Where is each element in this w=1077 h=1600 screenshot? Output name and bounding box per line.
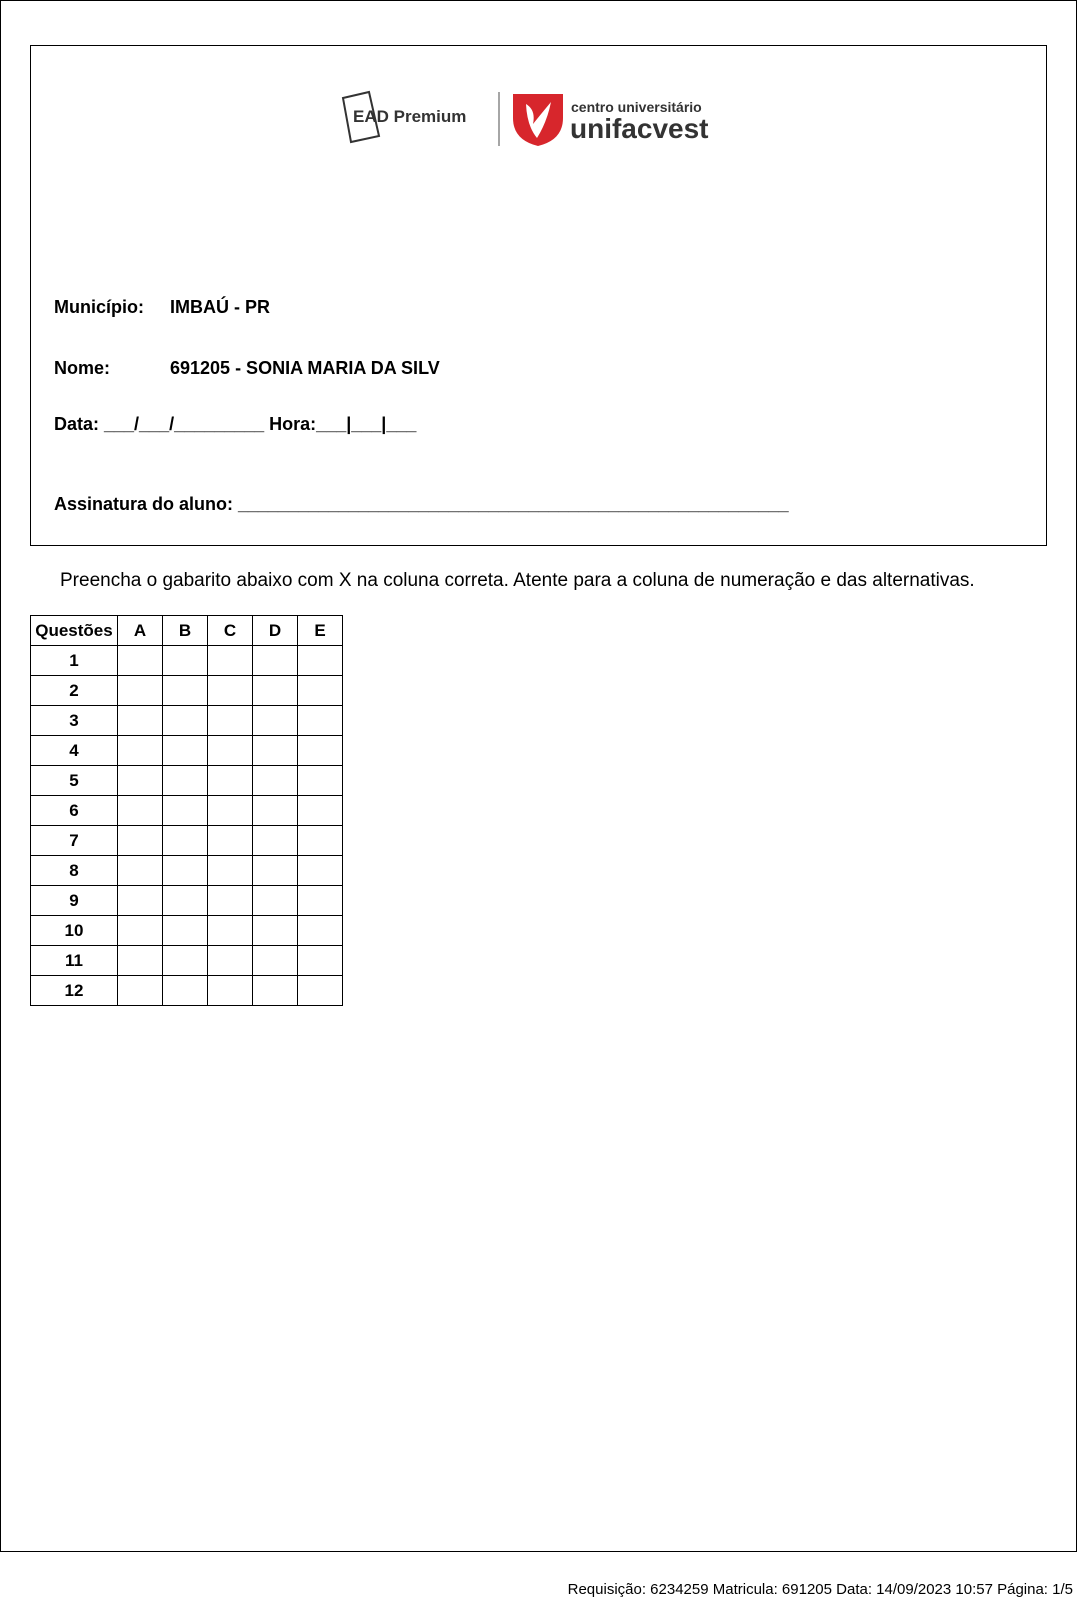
answer-cell-d[interactable] <box>253 916 298 946</box>
instruction-text: Preencha o gabarito abaixo com X na coluna correta. Atente para a coluna de numeração e das alternativas. <box>60 570 975 591</box>
answer-row <box>31 856 343 886</box>
answer-cell-e[interactable] <box>298 766 343 796</box>
answer-cell-d[interactable] <box>253 736 298 766</box>
answer-cell-c[interactable] <box>208 706 253 736</box>
answer-cell-a[interactable] <box>118 646 163 676</box>
answer-cell-c[interactable] <box>208 976 253 1006</box>
answer-cell-b[interactable] <box>163 676 208 706</box>
answer-cell-c[interactable] <box>208 736 253 766</box>
answer-cell-d[interactable] <box>253 796 298 826</box>
answer-cell-e[interactable] <box>298 886 343 916</box>
nome-label: Nome: <box>54 358 111 378</box>
header-questoes: Questões <box>31 616 118 646</box>
answer-cell-b[interactable] <box>163 946 208 976</box>
question-number: 8 <box>31 856 118 886</box>
answer-cell-d[interactable] <box>253 946 298 976</box>
answer-cell-e[interactable] <box>298 706 343 736</box>
question-number: 5 <box>31 766 118 796</box>
answer-cell-d[interactable] <box>253 886 298 916</box>
answer-cell-e[interactable] <box>298 736 343 766</box>
header-e: E <box>298 616 343 646</box>
answer-cell-a[interactable] <box>118 916 163 946</box>
answer-row <box>31 916 343 946</box>
answer-cell-a[interactable] <box>118 856 163 886</box>
answer-row <box>31 706 343 736</box>
answer-cell-c[interactable] <box>208 796 253 826</box>
answer-cell-e[interactable] <box>298 916 343 946</box>
answer-cell-c[interactable] <box>208 946 253 976</box>
answer-grid <box>30 615 343 1006</box>
header-d: D <box>253 616 298 646</box>
answer-cell-a[interactable] <box>118 706 163 736</box>
answer-row <box>31 676 343 706</box>
answer-cell-d[interactable] <box>253 706 298 736</box>
header-box <box>30 45 1047 546</box>
answer-cell-b[interactable] <box>163 796 208 826</box>
answer-row <box>31 946 343 976</box>
answer-cell-e[interactable] <box>298 646 343 676</box>
header-b: B <box>163 616 208 646</box>
answer-cell-b[interactable] <box>163 736 208 766</box>
question-number: 7 <box>31 826 118 856</box>
answer-cell-d[interactable] <box>253 856 298 886</box>
answer-cell-c[interactable] <box>208 856 253 886</box>
footer-info: Requisição: 6234259 Matricula: 691205 Data: 14/09/2023 10:57 Página: 1/5 <box>567 1581 1073 1598</box>
answer-cell-d[interactable] <box>253 646 298 676</box>
question-number: 2 <box>31 676 118 706</box>
answer-cell-c[interactable] <box>208 886 253 916</box>
data-hora-line: Data: ___/___/_________ Hora:___|___|___ <box>54 414 417 434</box>
answer-cell-e[interactable] <box>298 976 343 1006</box>
question-number: 4 <box>31 736 118 766</box>
answer-cell-c[interactable] <box>208 916 253 946</box>
answer-cell-a[interactable] <box>118 976 163 1006</box>
answer-cell-c[interactable] <box>208 676 253 706</box>
logo-centro-universitario-text: centro universitário <box>571 99 702 115</box>
answer-cell-b[interactable] <box>163 976 208 1006</box>
answer-row <box>31 796 343 826</box>
question-number: 1 <box>31 646 118 676</box>
answer-grid-body <box>31 646 343 1006</box>
municipio-value: IMBAÚ - PR <box>170 297 270 317</box>
answer-cell-b[interactable] <box>163 856 208 886</box>
answer-row <box>31 976 343 1006</box>
answer-cell-e[interactable] <box>298 826 343 856</box>
answer-cell-a[interactable] <box>118 886 163 916</box>
question-number: 10 <box>31 916 118 946</box>
assinatura-line: Assinatura do aluno: _______________________________________________________ <box>54 494 789 514</box>
answer-cell-c[interactable] <box>208 766 253 796</box>
answer-grid-header-row <box>31 616 343 646</box>
question-number: 3 <box>31 706 118 736</box>
answer-cell-c[interactable] <box>208 826 253 856</box>
question-number: 9 <box>31 886 118 916</box>
header-c: C <box>208 616 253 646</box>
answer-cell-a[interactable] <box>118 796 163 826</box>
answer-cell-a[interactable] <box>118 736 163 766</box>
logo-unifacvest-text: unifacvest <box>570 113 709 144</box>
answer-cell-b[interactable] <box>163 886 208 916</box>
answer-cell-b[interactable] <box>163 916 208 946</box>
answer-cell-b[interactable] <box>163 706 208 736</box>
answer-cell-e[interactable] <box>298 856 343 886</box>
answer-cell-e[interactable] <box>298 676 343 706</box>
header-a: A <box>118 616 163 646</box>
answer-row <box>31 886 343 916</box>
answer-cell-a[interactable] <box>118 826 163 856</box>
answer-cell-d[interactable] <box>253 976 298 1006</box>
answer-row <box>31 736 343 766</box>
unifacvest-logo <box>341 88 721 152</box>
answer-cell-c[interactable] <box>208 646 253 676</box>
logo-ead-premium-text: EAD Premium <box>353 107 467 126</box>
question-number: 11 <box>31 946 118 976</box>
answer-cell-b[interactable] <box>163 826 208 856</box>
answer-cell-d[interactable] <box>253 826 298 856</box>
question-number: 6 <box>31 796 118 826</box>
answer-cell-b[interactable] <box>163 766 208 796</box>
answer-cell-d[interactable] <box>253 766 298 796</box>
municipio-label: Município: <box>54 297 144 317</box>
answer-cell-e[interactable] <box>298 946 343 976</box>
answer-cell-e[interactable] <box>298 796 343 826</box>
answer-row <box>31 766 343 796</box>
answer-cell-a[interactable] <box>118 766 163 796</box>
answer-cell-b[interactable] <box>163 646 208 676</box>
question-number: 12 <box>31 976 118 1006</box>
nome-value: 691205 - SONIA MARIA DA SILV <box>170 358 440 378</box>
answer-cell-a[interactable] <box>118 676 163 706</box>
answer-cell-a[interactable] <box>118 946 163 976</box>
answer-cell-d[interactable] <box>253 676 298 706</box>
answer-row <box>31 646 343 676</box>
answer-row <box>31 826 343 856</box>
